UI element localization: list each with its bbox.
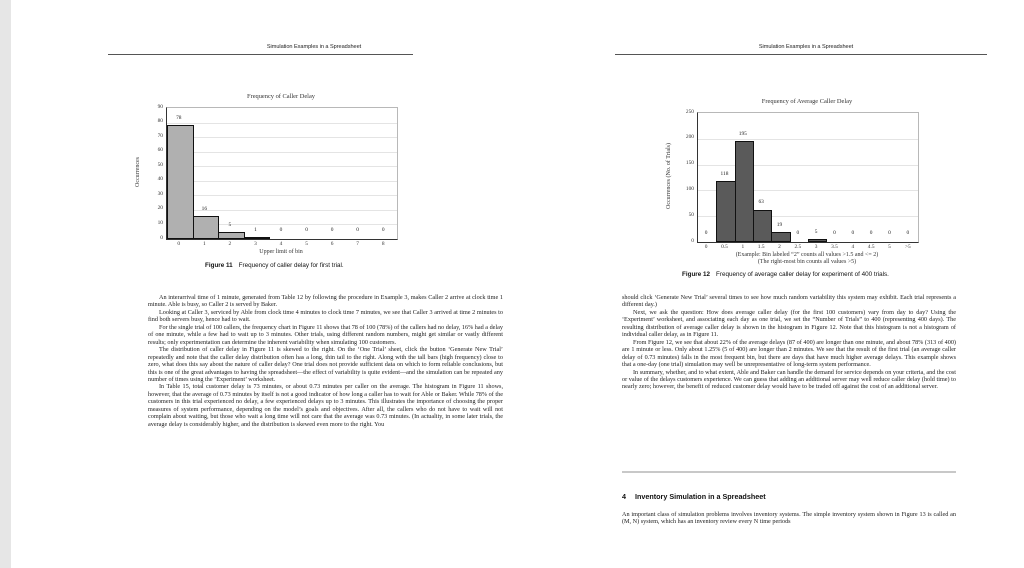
body-text: [622, 294, 956, 391]
y-tick-label: 30: [157, 190, 163, 197]
paragraph: For the single trial of 100 callers, the frequency chart in Figure 11 shows that 78 of 100 (78%) of the callers had no delay, 16% had a delay of one minute, while a few had to wait up to 3 minutes. Other trials, using different random numbers, might get similar or vastly different results; only experimentation can determine the inherent variability when simulating 100 customers.: [148, 323, 503, 346]
y-tick-label: 70: [157, 132, 163, 139]
gridline: [167, 166, 397, 167]
gridline: [167, 152, 397, 153]
x-tick-label: 5: [888, 244, 891, 250]
y-tick-label: 200: [685, 134, 694, 141]
x-tick-label: 2: [228, 241, 232, 247]
gridline: [167, 123, 397, 124]
y-tick-label: 0: [160, 234, 163, 241]
bar-value-label: 1: [254, 227, 257, 233]
bar-value-label: 0: [869, 230, 873, 236]
bar-value-label: 0: [330, 227, 334, 233]
bar-value-label: 0: [833, 230, 836, 236]
paragraph: An important class of simulation problems involves inventory systems. The simple inventory system shown in Figure 13 is called an (M, N) system, which has an inventory review every N time periods: [622, 511, 956, 526]
bar-value-label: 0: [381, 227, 385, 233]
paragraph: From Figure 12, we see that about 22% of the average delays (87 of 400) are longer than one minute, and about 78% (313 of 400) are 1 minute or less. Only about 1.25% (5 of 400) are longer than 2 minutes. We see that the result of the first trial (an average caller delay of 0.73 minutes) falls in the most frequent bin, but there are days that have much higher average delays. This example shows that a one-day (one trial) simulation may well be unrepresentative of long-term system performance.: [622, 338, 956, 369]
x-tick-label: 7: [356, 241, 359, 247]
header-rule: [108, 54, 413, 55]
bar-value-label: 0: [906, 230, 910, 236]
bar-value-label: 0: [888, 230, 891, 236]
bar: [167, 125, 194, 239]
section-title: Inventory Simulation in a Spreadsheet: [635, 492, 766, 501]
y-tick-label: 50: [688, 211, 694, 218]
bar-value-label: 195: [738, 131, 747, 138]
figure-caption-text: Frequency of average caller delay for experiment of 400 trials.: [716, 271, 889, 278]
paragraph: Looking at Caller 3, serviced by Able from clock time 4 minutes to clock time 7 minutes, we see that Caller 3 arrived at time 2 minutes to find both servers busy, hence had to wait.: [148, 308, 503, 324]
plot-area: [166, 107, 398, 240]
running-head: Simulation Examples in a Spreadsheet: [266, 44, 362, 50]
paragraph: In summary, whether, and to what extent, Able and Baker can handle the demand for service depends on your criteria, and the cost or value of the delays customers experience. We can guess that adding an additional server may well reduce caller delay (hold time) to nearly zero; however, the benefit of reduced customer delay would have to be traded off against the cost of an additional server.: [622, 368, 956, 391]
y-tick-label: 0: [691, 237, 694, 244]
bar: [808, 239, 827, 242]
bar-value-label: 16: [201, 205, 208, 212]
bar-value-label: 0: [279, 227, 283, 233]
bar-value-label: 5: [814, 229, 818, 236]
page-left: [108, 0, 520, 568]
y-tick-label: 80: [157, 118, 163, 125]
paragraph: An interarrival time of 1 minute, generated from Table 12 by following the procedure in Example 3, makes Caller 2 arrive at clock time 1 minute. Able is busy, so Caller 2 is served by Baker.: [148, 294, 503, 309]
figure-label: Figure 11: [205, 262, 233, 269]
bar-value-label: 5: [228, 221, 232, 228]
x-tick-label: 5: [305, 241, 308, 247]
x-tick-label: 4.5: [867, 244, 875, 250]
viewer-gutter: [0, 0, 11, 568]
x-tick-label: 2.5: [794, 244, 802, 250]
bar-value-label: 63: [758, 199, 764, 206]
section-body: [622, 511, 956, 526]
x-axis-label-note: (The right-most bin counts all values >5): [757, 259, 857, 265]
bar-value-label: 118: [720, 171, 729, 178]
paragraph: The distribution of caller delay in Figure 11 is skewed to the right. On the ‘One Trial’ sheet, click the button ‘Generate New Trial’ repeatedly and note that the caller delay distribution often has a long, thin tail to the right. Along with the tall bars (high frequency) close to zero, what does this say about the nature of caller delay? One trial does not provide sufficient data on which to form reliable conclusions, but this is one of the great advantages to having the spreadsheet—the effect of variability is quite evident—and the simulation can be repeated any number of times using the ‘Experiment’ worksheet.: [148, 346, 503, 383]
bar: [218, 232, 245, 239]
x-axis-label: Upper limit of bin: [259, 249, 303, 255]
figure-caption: [205, 262, 344, 269]
y-tick-label: 50: [157, 161, 163, 168]
x-tick-label: 0: [177, 241, 181, 247]
x-axis-label: (Example: Bin labeled “2” counts all values >1.5 and <= 2): [735, 252, 879, 258]
bar-value-label: 0: [356, 227, 359, 233]
y-tick-label: 20: [157, 205, 163, 212]
section-number: 4: [622, 492, 626, 501]
x-tick-label: 1: [202, 241, 206, 247]
gridline: [698, 165, 918, 166]
bar-value-label: 0: [305, 227, 308, 233]
y-tick-label: 10: [157, 219, 163, 226]
paragraph: In Table 15, total customer delay is 73 minutes, or about 0.73 minutes per caller on the average. The histogram in Figure 11 shows, however, that the average of 0.73 minutes by itself is not a good indicator of how long a caller has to wait for Able or Baker. While 78% of the customers in this trial experienced no delay, a few experienced delays up to 3 minutes. This illustrates the importance of choosing the proper measures of system performance, depending on the model’s goals and objectives. After all, the callers who do not have to wait will not complain about waiting, but those who wait a long time will not care that the average was 0.73 minutes. (In actuality, in some later trials, the average delay is considerably higher, and the distribution is skewed even more to the right. You: [148, 383, 503, 428]
y-axis-label: Occurrences (No. of Trials): [665, 142, 672, 209]
x-tick-label: 2: [778, 244, 781, 250]
bar: [716, 181, 735, 242]
paragraph: Next, we ask the question: How does average caller delay (for the first 100 customers) vary from day to day? Using the ‘Experiment’ worksheet, and associating each day as one trial, we set the “Number of Trials” to 400 (representing 400 days). The resulting distribution of average caller delay is shown in the histogram in Figure 12. Note that this histogram is not a histogram of individual caller delay, as in Figure 11.: [622, 308, 956, 339]
paragraph: should click ‘Generate New Trial’ several times to see how much random variability this system may exhibit. Each trial represents a different day.): [622, 294, 956, 309]
x-tick-label: 3: [254, 241, 257, 247]
running-head: Simulation Examples in a Spreadsheet: [758, 44, 854, 50]
bar: [244, 237, 271, 239]
bar-value-label: 0: [796, 230, 800, 236]
x-tick-label: 0: [704, 244, 708, 250]
x-tick-label: 6: [330, 241, 334, 247]
bar-value-label: 0: [851, 230, 855, 236]
x-tick-label: 4: [279, 241, 283, 247]
x-tick-label: 3.5: [831, 244, 838, 250]
y-tick-label: 100: [685, 185, 694, 192]
y-tick-label: 60: [157, 147, 163, 154]
gridline: [167, 195, 397, 196]
x-tick-label: 8: [381, 241, 385, 247]
figure-caption-text: Frequency of caller delay for first trial.: [238, 262, 344, 269]
bar-value-label: 0: [704, 230, 708, 236]
gridline: [167, 181, 397, 182]
bar: [735, 141, 754, 242]
page-right: [590, 0, 1002, 568]
x-tick-label: 0.5: [721, 244, 728, 250]
chart-title: Frequency of Average Caller Delay: [761, 98, 853, 105]
body-text: [148, 294, 503, 428]
figure-caption: [682, 271, 889, 278]
gridline: [698, 139, 918, 140]
section-heading: [622, 492, 766, 501]
y-tick-label: 250: [685, 108, 694, 115]
figure-label: Figure 12: [682, 271, 710, 278]
x-tick-label: 1.5: [757, 244, 765, 250]
y-axis-label: Occurrences: [134, 156, 141, 187]
chart-title: Frequency of Caller Delay: [247, 93, 315, 100]
y-tick-label: 150: [685, 160, 694, 167]
x-tick-label: 1: [741, 244, 745, 250]
section-divider: [622, 471, 956, 473]
x-tick-label: 3: [814, 244, 818, 250]
header-rule: [615, 54, 987, 55]
bar-value-label: 78: [176, 115, 182, 122]
bar-value-label: 19: [776, 222, 783, 229]
gridline: [167, 137, 397, 138]
x-tick-label: >5: [904, 244, 911, 250]
x-tick-label: 4: [851, 244, 855, 250]
bar: [193, 216, 220, 239]
y-tick-label: 40: [157, 176, 163, 183]
y-tick-label: 90: [157, 103, 163, 110]
